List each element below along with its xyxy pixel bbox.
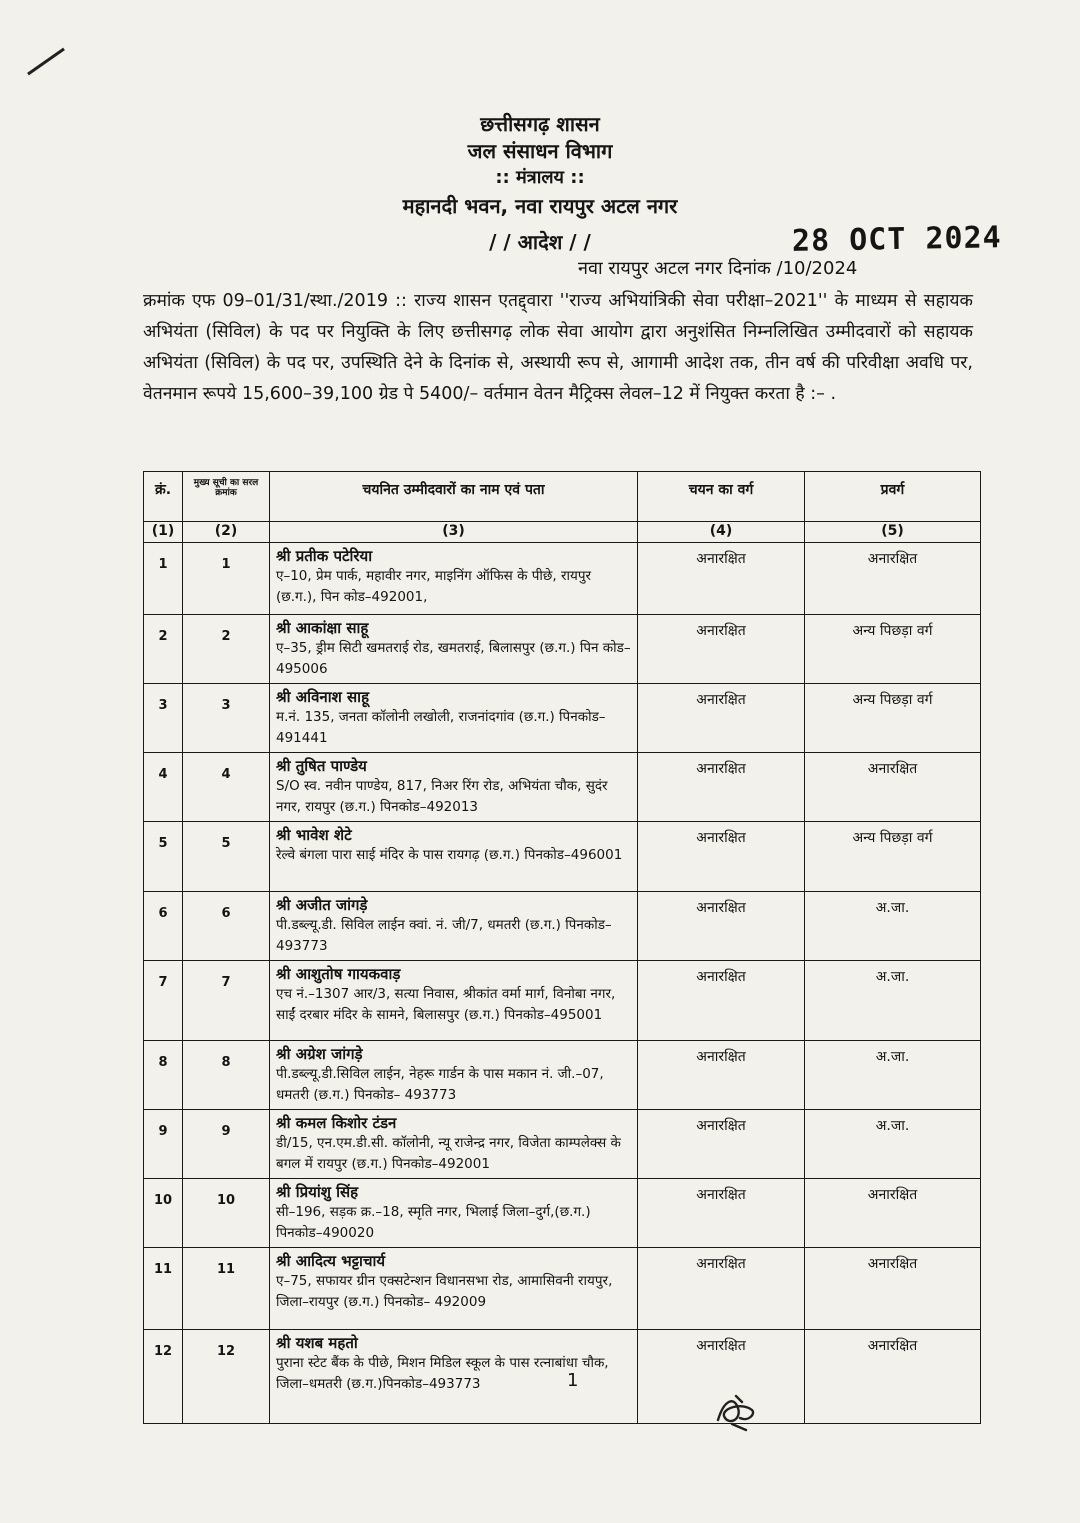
table-row: [144, 1248, 981, 1330]
main-list-cell: 5: [183, 822, 270, 892]
table-row: [144, 1179, 981, 1248]
serial-cell: 8: [144, 1041, 183, 1110]
candidates-table: [143, 471, 981, 1424]
selection-class-cell: अनारक्षित: [638, 892, 805, 961]
col-num-3: (3): [270, 522, 638, 543]
ministry-label: :: मंत्रालय ::: [495, 167, 585, 188]
name-address-cell: [270, 615, 638, 684]
date-line: नवा रायपुर अटल नगर दिनांक /10/2024: [578, 258, 858, 279]
candidate-address: ए–75, सफायर ग्रीन एक्सटेन्शन विधानसभा रोड, आमासिवनी रायपुर, जिला–रायपुर (छ.ग.) पिनकोड– 492009: [276, 1273, 613, 1310]
table-row: [144, 1330, 981, 1424]
order-paragraph: क्रमांक एफ 09–01/31/स्था./2019 :: राज्य शासन एतद्द्वारा ''राज्य अभियांत्रिकी सेवा परीक्षा–2021'' के माध्यम से सहायक अभियंता (सिविल) के पद पर नियुक्ति के लिए छत्तीसगढ़ लोक सेवा आयोग द्वारा अनुशंसित निम्नलिखित उम्मीदवारों को सहायक अभियंता (सिविल) के पद पर, उपस्थिति देने के दिनांक से, अस्थायी रूप से, आगामी आदेश तक, तीन वर्ष की परिवीक्षा अवधि पर, वेतनमान रूपये 15,600–39,100 ग्रेड पे 5400/– वर्तमान वेतन मैट्रिक्स लेवल–12 में नियुक्त करता है :– .: [143, 291, 973, 404]
name-address-cell: [270, 1041, 638, 1110]
candidate-name: श्री आदित्य भट्टाचार्य: [276, 1252, 386, 1270]
selection-class-cell: अनारक्षित: [638, 543, 805, 615]
selection-class-cell: अनारक्षित: [638, 753, 805, 822]
main-list-cell: 2: [183, 615, 270, 684]
main-list-cell: 6: [183, 892, 270, 961]
candidate-address: S/O स्व. नवीन पाण्डेय, 817, निअर रिंग रोड, अभियंता चौक, सुदंर नगर, रायपुर (छ.ग.) पिनकोड–492013: [276, 778, 608, 815]
category-cell: अन्य पिछड़ा वर्ग: [805, 822, 981, 892]
candidate-name: श्री कमल किशोर टंडन: [276, 1114, 397, 1132]
candidate-name: श्री अजीत जांगड़े: [276, 896, 368, 914]
candidate-name: श्री आकांक्षा साहू: [276, 619, 369, 637]
name-address-cell: [270, 753, 638, 822]
serial-cell: 10: [144, 1179, 183, 1248]
serial-cell: 9: [144, 1110, 183, 1179]
candidate-address: ए–10, प्रेम पार्क, महावीर नगर, माइनिंग ऑफिस के पीछे, रायपुर (छ.ग.), पिन कोड–492001,: [276, 568, 592, 605]
serial-cell: 1: [144, 543, 183, 615]
selection-class-cell: अनारक्षित: [638, 684, 805, 753]
header-serial: क्रं.: [144, 472, 183, 522]
selection-class-cell: अनारक्षित: [638, 615, 805, 684]
table-row: [144, 822, 981, 892]
page-number: 1: [567, 1370, 579, 1391]
main-list-cell: 12: [183, 1330, 270, 1424]
category-cell: अ.जा.: [805, 1110, 981, 1179]
table-row: [144, 1041, 981, 1110]
candidate-address: एच नं.–1307 आर/3, सत्या निवास, श्रीकांत वर्मा मार्ग, विनोबा नगर, साईं दरबार मंदिर के सामने, बिलासपुर (छ.ग.) पिनकोड–495001: [276, 986, 616, 1023]
col-num-1: (1): [144, 522, 183, 543]
candidate-name: श्री प्रतीक पटेरिया: [276, 547, 373, 565]
candidate-address: म.नं. 135, जनता कॉलोनी लखोली, राजनांदगांव (छ.ग.) पिनकोड– 491441: [276, 709, 606, 746]
serial-cell: 3: [144, 684, 183, 753]
header-category: प्रवर्ग: [805, 472, 981, 522]
col-num-2: (2): [183, 522, 270, 543]
table-row: [144, 684, 981, 753]
candidate-address: पी.डब्ल्यू.डी. सिविल लाईन क्वां. नं. जी/7, धमतरी (छ.ग.) पिनकोड–493773: [276, 917, 612, 954]
table-header-row: [144, 472, 981, 522]
office-address: महानदी भवन, नवा रायपुर अटल नगर: [402, 194, 678, 218]
serial-cell: 2: [144, 615, 183, 684]
header-name-address: चयनित उम्मीदवारों का नाम एवं पता: [270, 472, 638, 522]
candidate-name: श्री तुषित पाण्डेय: [276, 757, 367, 775]
selection-class-cell: अनारक्षित: [638, 1110, 805, 1179]
table-row: [144, 543, 981, 615]
candidate-name: श्री यशब महतो: [276, 1334, 358, 1352]
category-cell: अनारक्षित: [805, 543, 981, 615]
category-cell: अनारक्षित: [805, 753, 981, 822]
serial-cell: 5: [144, 822, 183, 892]
table-row: [144, 615, 981, 684]
name-address-cell: [270, 543, 638, 615]
column-number-row: [144, 522, 981, 543]
name-address-cell: [270, 892, 638, 961]
category-cell: अनारक्षित: [805, 1248, 981, 1330]
name-address-cell: [270, 822, 638, 892]
candidate-address: पुराना स्टेट बैंक के पीछे, मिशन मिडिल स्कूल के पास रत्नाबांधा चौक, जिला–धमतरी (छ.ग.)पिनकोड–493773: [276, 1355, 609, 1392]
table-row: [144, 961, 981, 1041]
main-list-cell: 3: [183, 684, 270, 753]
pen-mark: [27, 48, 65, 76]
department-title: जल संसाधन विभाग: [467, 139, 613, 163]
header-selection-class: चयन का वर्ग: [638, 472, 805, 522]
main-list-cell: 7: [183, 961, 270, 1041]
table-row: [144, 892, 981, 961]
category-cell: अन्य पिछड़ा वर्ग: [805, 684, 981, 753]
serial-cell: 12: [144, 1330, 183, 1424]
name-address-cell: [270, 1179, 638, 1248]
candidate-name: श्री भावेश शेटे: [276, 826, 352, 844]
selection-class-cell: अनारक्षित: [638, 1041, 805, 1110]
main-list-cell: 1: [183, 543, 270, 615]
selection-class-cell: अनारक्षित: [638, 1179, 805, 1248]
col-num-5: (5): [805, 522, 981, 543]
candidate-name: श्री आशुतोष गायकवाड़: [276, 965, 401, 983]
category-cell: अनारक्षित: [805, 1330, 981, 1424]
category-cell: अनारक्षित: [805, 1179, 981, 1248]
col-num-4: (4): [638, 522, 805, 543]
header-main-list: मुख्य सूची का सरल क्रमांक: [183, 472, 270, 522]
name-address-cell: [270, 961, 638, 1041]
candidate-address: डी/15, एन.एम.डी.सी. कॉलोनी, न्यू राजेन्द्र नगर, विजेता काम्पलेक्स के बगल में रायपुर (छ.ग.) पिनकोड–492001: [276, 1135, 621, 1172]
candidate-name: श्री प्रियांशु सिंह: [276, 1183, 359, 1201]
selection-class-cell: अनारक्षित: [638, 822, 805, 892]
selection-class-cell: अनारक्षित: [638, 1248, 805, 1330]
serial-cell: 7: [144, 961, 183, 1041]
candidate-name: श्री अविनाश साहू: [276, 688, 370, 706]
serial-cell: 4: [144, 753, 183, 822]
table-row: [144, 753, 981, 822]
name-address-cell: [270, 1248, 638, 1330]
candidate-address: ए–35, ड्रीम सिटी खमतराई रोड, खमतराई, बिलासपुर (छ.ग.) पिन कोड–495006: [276, 640, 631, 677]
candidate-address: सी–196, सड़क क्र.–18, स्मृति नगर, भिलाई जिला–दुर्ग,(छ.ग.) पिनकोड–490020: [276, 1204, 591, 1241]
category-cell: अन्य पिछड़ा वर्ग: [805, 615, 981, 684]
name-address-cell: [270, 1330, 638, 1424]
main-list-cell: 8: [183, 1041, 270, 1110]
main-list-cell: 11: [183, 1248, 270, 1330]
serial-cell: 6: [144, 892, 183, 961]
category-cell: अ.जा.: [805, 1041, 981, 1110]
name-address-cell: [270, 684, 638, 753]
selection-class-cell: अनारक्षित: [638, 1330, 805, 1424]
govt-title: छत्तीसगढ़ शासन: [480, 112, 600, 136]
category-cell: अ.जा.: [805, 892, 981, 961]
order-heading: / / आदेश / /: [489, 230, 591, 254]
main-list-cell: 10: [183, 1179, 270, 1248]
name-address-cell: [270, 1110, 638, 1179]
date-stamp: 28 OCT 2024: [791, 220, 1002, 259]
main-list-cell: 9: [183, 1110, 270, 1179]
main-list-cell: 4: [183, 753, 270, 822]
candidate-name: श्री अग्रेश जांगड़े: [276, 1045, 363, 1063]
category-cell: अ.जा.: [805, 961, 981, 1041]
candidate-address: रेल्वे बंगला पारा साई मंदिर के पास रायगढ़ (छ.ग.) पिनकोड–496001: [276, 847, 623, 863]
table-row: [144, 1110, 981, 1179]
signature-icon: [712, 1390, 760, 1434]
selection-class-cell: अनारक्षित: [638, 961, 805, 1041]
candidate-address: पी.डब्ल्यू.डी.सिविल लाईन, नेहरू गार्डन के पास मकान नं. जी.–07, धमतरी (छ.ग.) पिनकोड– 493773: [276, 1066, 604, 1103]
serial-cell: 11: [144, 1248, 183, 1330]
